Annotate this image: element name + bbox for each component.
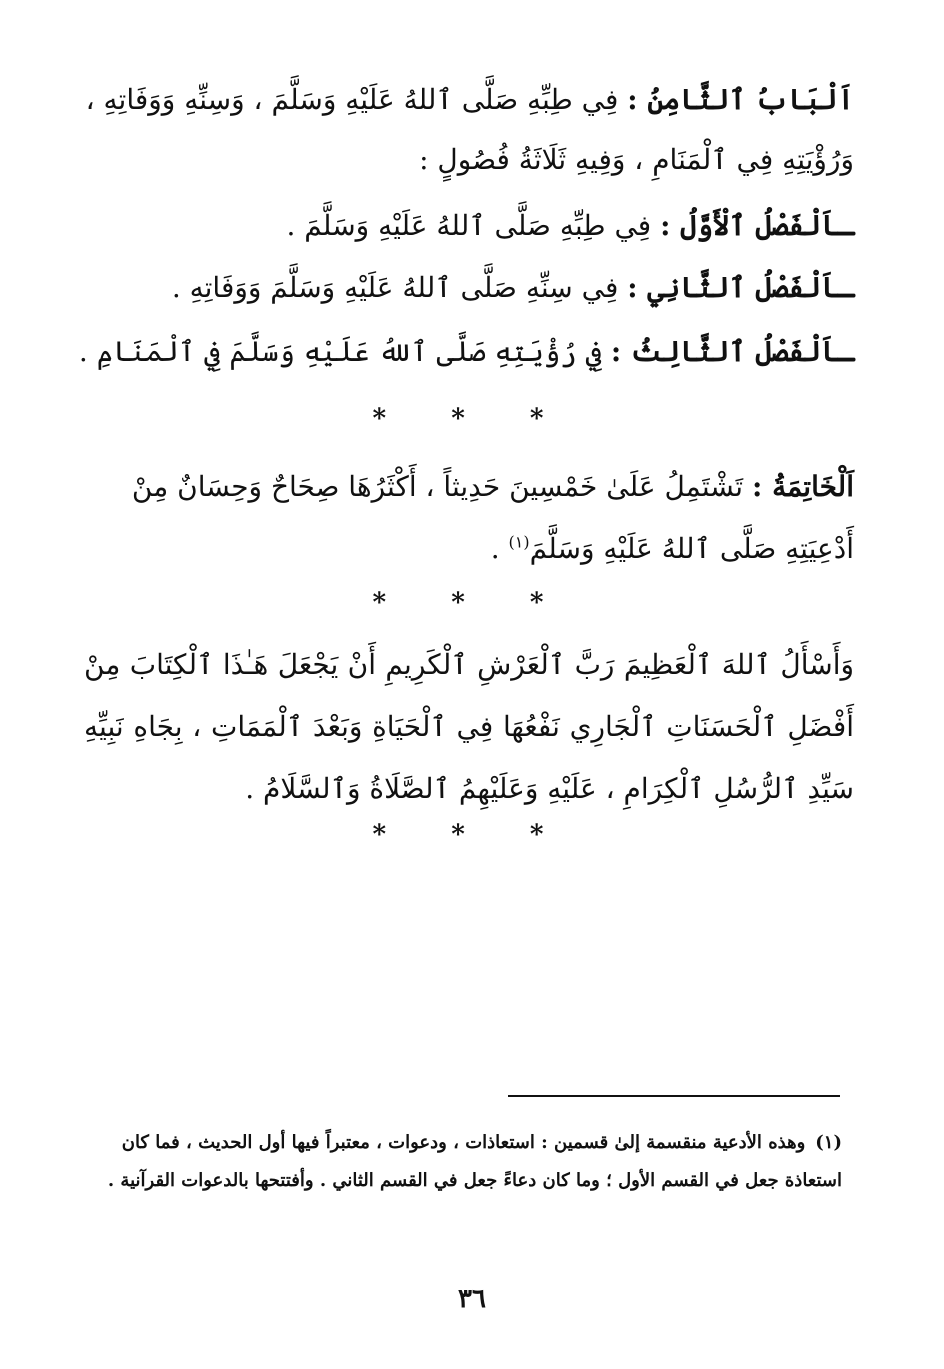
section-text: فِي طِبِّهِ صَلَّى ٱللهُ عَلَيْهِ وَسَلَّمَ .: [286, 209, 652, 242]
section-heading: اَلْفَصْلُ ٱلثَّالِثُ :: [610, 335, 838, 368]
conclusion-heading: اَلْخَاتِمَةُ :: [752, 470, 854, 503]
footnote-reference: (١): [508, 532, 530, 552]
footnote-number: (١): [815, 1132, 842, 1153]
chapter-eight-paragraph: [84, 70, 854, 190]
chapter-description: فِي طِبِّهِ صَلَّى ٱللهُ عَلَيْهِ وَسَلَّمَ ، وَسِنِّهِ وَوَفَاتِهِ ، وَرُؤْيَتِهِ فِي ٱلْمَنَامِ ، وَفِيهِ ثَلَاثَةُ فُصُولٍ :: [85, 83, 854, 176]
section-dash: ـ: [837, 335, 854, 368]
section-first: [286, 196, 854, 256]
chapter-heading: اَلْبَابُ ٱلثَّامِنُ :: [627, 83, 854, 116]
section-second: [172, 258, 854, 318]
section-dash: ـ: [837, 209, 854, 242]
conclusion-text: تَشْتَمِلُ عَلَىٰ خَمْسِينَ حَدِيثاً ، أَكْثَرُهَا صِحَاحٌ وَحِسَانٌ مِنْ أَدْعِيَتِهِ صَلَّى ٱللهُ عَلَيْهِ وَسَلَّمَ: [131, 470, 854, 565]
separator-stars: * * *: [372, 820, 572, 850]
footnote: [84, 1124, 842, 1200]
section-heading: اَلْفَصْلُ ٱلْأَوَّلُ :: [660, 209, 838, 242]
section-text: فِي سِنِّهِ صَلَّى ٱللهُ عَلَيْهِ وَسَلَّمَ وَوَفَاتِهِ .: [171, 271, 619, 304]
section-third: [79, 322, 854, 382]
section-heading: اَلْفَصْلُ ٱلثَّانِي :: [627, 271, 838, 304]
separator-stars: * * *: [372, 404, 572, 434]
conclusion-paragraph: [84, 456, 854, 580]
section-text: فِي رُؤْيَتِهِ صَلَّى ٱللهُ عَلَيْهِ وَسَلَّمَ فِي ٱلْمَنَامِ .: [78, 335, 602, 368]
footnote-text: وهذه الأدعية منقسمة إلىٰ قسمين : استعاذات ، ودعوات ، معتبراً فيها أول الحديث ، فما كان استعاذة جعل في القسم الأول ؛ وما كان دعاءً جعل في القسم الثاني . وأفتتحها بالدعوات القرآنية .: [107, 1132, 842, 1191]
footnote-divider: [508, 1095, 840, 1097]
separator-stars: * * *: [372, 588, 572, 618]
page-number: ٣٦: [458, 1284, 486, 1314]
conclusion-end: .: [490, 532, 509, 565]
closing-prayer-paragraph: وَأَسْأَلُ ٱللهَ ٱلْعَظِيمَ رَبَّ ٱلْعَرْشِ ٱلْكَرِيمِ أَنْ يَجْعَلَ هَـٰذَا ٱلْكِتَابَ مِنْ أَفْضَلِ ٱلْحَسَنَاتِ ٱلْجَارِي نَفْعُهَا فِي ٱلْحَيَاةِ وَبَعْدَ ٱلْمَمَاتِ ، بِجَاهِ نَبِيِّهِ سَيِّدِ ٱلرُّسُلِ ٱلْكِرَامِ ، عَلَيْهِ وَعَلَيْهِمُ ٱلصَّلَاةُ وَٱلسَّلَامُ .: [84, 648, 854, 805]
section-dash: ـ: [837, 271, 854, 304]
